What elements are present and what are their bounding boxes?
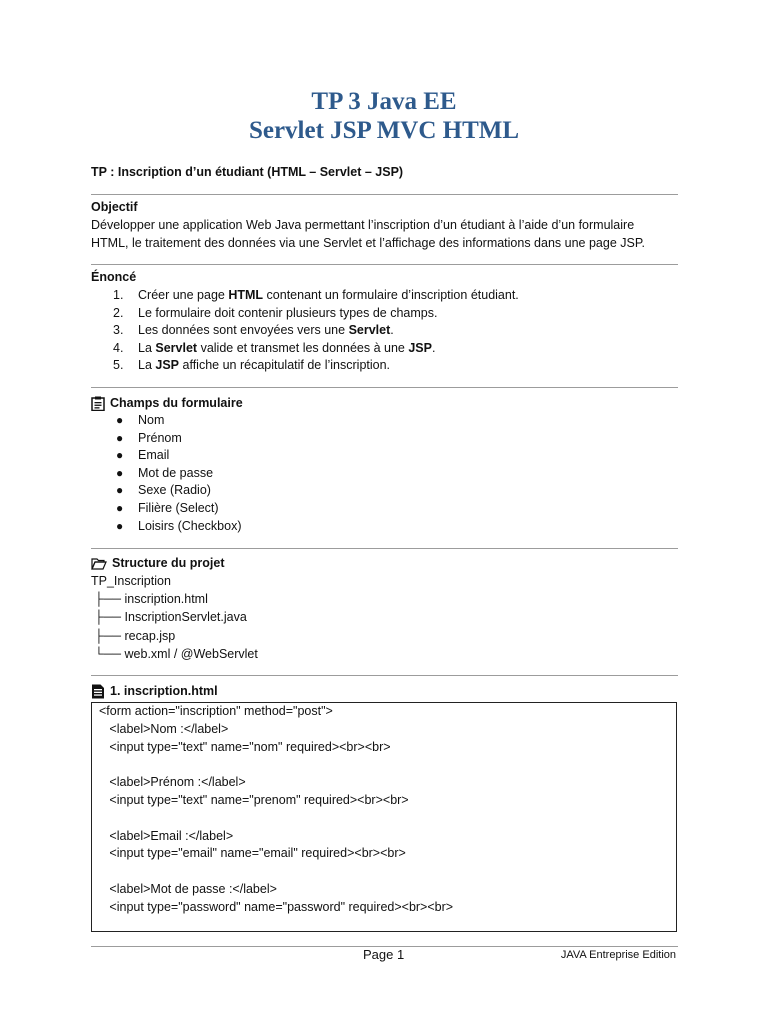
section1-heading [91,683,218,700]
list-item: 3. Les données sont envoyées vers une Servlet. [113,323,394,338]
tree-line: ├── inscription.html [91,592,208,607]
folder-icon [91,557,107,570]
document-subtitle: Servlet JSP MVC HTML [248,117,520,144]
code-line [92,810,676,828]
footer-edition: JAVA Entreprise Edition [560,949,676,961]
tree-line: TP_Inscription [91,574,171,588]
champs-list [91,412,242,535]
divider [91,675,678,676]
code-line: <label>Nom :</label> [99,721,229,736]
page-number: Page 1 [363,947,405,962]
enonce-heading: Énoncé [91,270,137,284]
clipboard-icon [91,396,105,411]
list-item: 2. Le formulaire doit contenir plusieurs types de champs. [113,305,438,320]
divider [91,264,678,265]
code-line: <label>Email :</label> [99,828,234,843]
divider [91,387,678,388]
structure-heading [91,555,225,572]
objectif-text-line2: HTML, le traitement des données via une Servlet et l’affichage des informations dans une page JSP. [91,236,646,250]
code-line: <input type="text" name="nom" required><br><br> [99,739,391,754]
code-line: <label>Prénom :</label> [99,775,246,790]
enonce-list [91,287,519,375]
list-item: ● Email [116,448,170,463]
tree-line: └── web.xml / @WebServlet [91,646,258,661]
code-line: <label>Mot de passe :</label> [99,881,277,896]
code-block [91,702,677,932]
code-line: <input type="text" name="prenom" required><br><br> [99,792,409,807]
tree-line: ├── InscriptionServlet.java [91,610,247,625]
champs-heading-label: Champs du formulaire [110,396,243,410]
code-line [92,863,676,881]
objectif-heading: Objectif [91,200,138,214]
list-item: 1. Créer une page HTML contenant un formulaire d’inscription étudiant. [113,288,519,302]
document-icon [91,684,105,699]
tp-heading: TP : Inscription d’un étudiant (HTML – Servlet – JSP) [91,165,404,179]
structure-heading-label: Structure du projet [112,556,225,570]
list-item: ● Mot de passe [116,465,214,480]
list-item: ● Sexe (Radio) [116,483,211,498]
project-tree [91,572,258,663]
list-item: ● Filière (Select) [116,500,219,515]
tree-line: ├── recap.jsp [91,628,176,643]
code-line [92,756,676,774]
champs-heading [91,395,243,412]
code-line: <input type="email" name="email" required><br><br> [99,846,406,861]
objectif-text-line1: Développer une application Web Java permettant l’inscription d’un étudiant à l’aide d’un formulaire [91,218,635,232]
divider [91,548,678,549]
divider [91,194,678,195]
section1-heading-label: 1. inscription.html [110,684,218,698]
list-item: 4. La Servlet valide et transmet les données à une JSP. [113,340,436,355]
document-title: TP 3 Java EE [311,88,457,115]
list-item: ● Nom [116,413,165,427]
code-line: <input type="password" name="password" required><br><br> [99,899,454,914]
list-item: ● Prénom [116,430,182,445]
list-item: 5. La JSP affiche un récapitulatif de l’inscription. [113,358,391,373]
code-line: <form action="inscription" method="post"> [99,704,333,718]
list-item: ● Loisirs (Checkbox) [116,518,242,533]
